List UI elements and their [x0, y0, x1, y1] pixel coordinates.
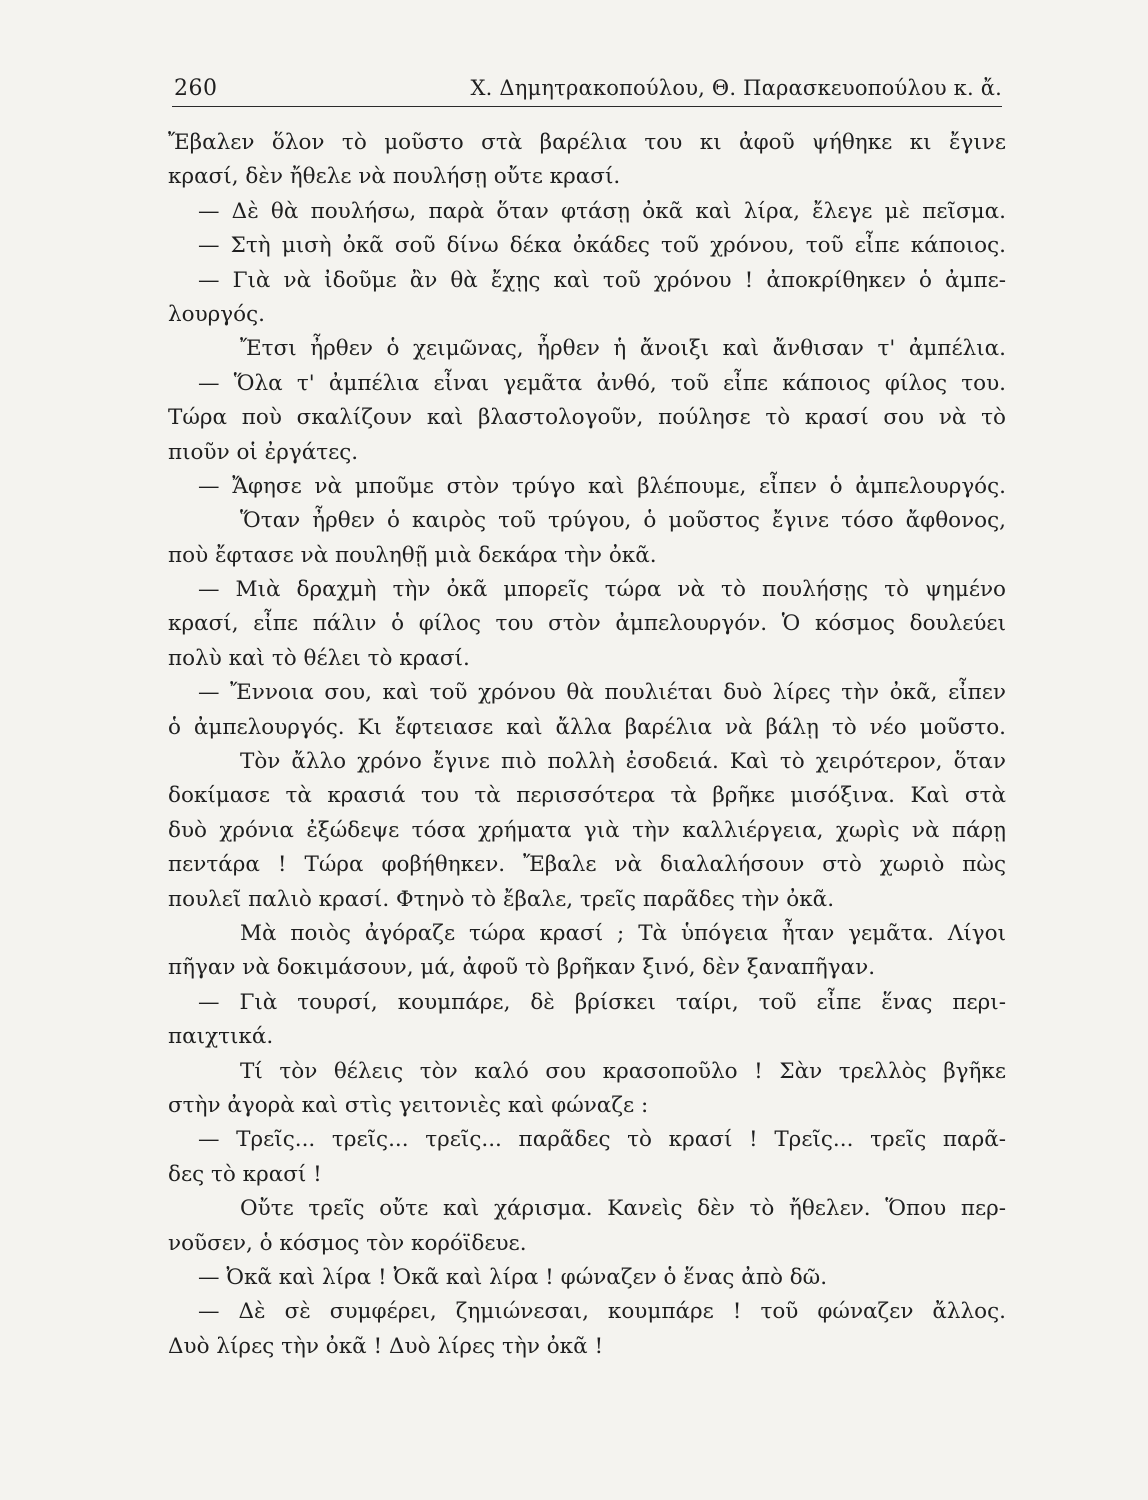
- paragraph-line: Τί τὸν θέλεις τὸν καλό σου κρασοποῦλο ! Σὰν τρελλὸς βγῆκε: [240, 1058, 1006, 1084]
- running-head: Χ. Δημητρακοπούλου, Θ. Παρασκευοπούλου κ. ἄ.: [470, 76, 1002, 100]
- page-number: 260: [174, 76, 218, 101]
- text-line: πιοῦν οἱ ἐργάτες.: [168, 439, 359, 465]
- dialogue-line: — Ἔννοια σου, καὶ τοῦ χρόνου θὰ πουλιέται δυὸ λίρες τὴν ὀκᾶ, εἶπεν: [198, 680, 1006, 706]
- text-line: δοκίμασε τὰ κρασιά του τὰ περισσότερα τὰ βρῆκε μισόξινα. Καὶ στὰ: [168, 783, 1006, 809]
- dialogue-line: — Ἄφησε νὰ μποῦμε στὸν τρύγο καὶ βλέπουμε, εἶπεν ὁ ἀμπελουργός.: [198, 473, 1006, 499]
- dialogue-line: — Τρεῖς... τρεῖς... τρεῖς... παρᾶδες τὸ κρασί ! Τρεῖς... τρεῖς παρᾶ-: [198, 1127, 1006, 1153]
- text-line: κρασί, δὲν ἤθελε νὰ πουλήσῃ οὔτε κρασί.: [168, 164, 621, 190]
- text-line: Τώρα ποὺ σκαλίζουν καὶ βλαστολογοῦν, πούλησε τὸ κρασί σου νὰ τὸ: [168, 405, 1006, 431]
- text-line: νοῦσεν, ὁ κόσμος τὸν κορόϊδευε.: [168, 1230, 527, 1256]
- text-line: παιχτικά.: [168, 1024, 274, 1050]
- dialogue-line: — Ὀκᾶ καὶ λίρα ! Ὀκᾶ καὶ λίρα ! φώναζεν ὁ ἕνας ἀπὸ δῶ.: [198, 1264, 828, 1290]
- dialogue-line: — Δὲ σὲ συμφέρει, ζημιώνεσαι, κουμπάρε ! τοῦ φώναζεν ἄλλος.: [198, 1299, 1006, 1325]
- text-line: δυὸ χρόνια ἐξώδεψε τόσα χρήματα γιὰ τὴν καλλιέργεια, χωρὶς νὰ πάρῃ: [168, 817, 1006, 843]
- body-text: [168, 126, 1006, 1364]
- text-line: πῆγαν νὰ δοκιμάσουν, μά, ἀφοῦ τὸ βρῆκαν ξινό, δὲν ξαναπῆγαν.: [168, 955, 876, 981]
- page-header: [172, 72, 1002, 107]
- text-line: πεντάρα ! Τώρα φοβήθηκεν. Ἔβαλε νὰ διαλαλήσουν στὸ χωριὸ πὼς: [168, 852, 1006, 878]
- paragraph-line: Ὅταν ἦρθεν ὁ καιρὸς τοῦ τρύγου, ὁ μοῦστος ἔγινε τόσο ἄφθονος,: [240, 508, 1006, 534]
- dialogue-line: — Γιὰ νὰ ἰδοῦμε ἂν θὰ ἔχῃς καὶ τοῦ χρόνου ! ἀποκρίθηκεν ὁ ἀμπε-: [198, 267, 1006, 293]
- paragraph-line: Μὰ ποιὸς ἀγόραζε τώρα κρασί ; Τὰ ὑπόγεια ἦταν γεμᾶτα. Λίγοι: [240, 920, 1006, 946]
- text-line: Δυὸ λίρες τὴν ὀκᾶ ! Δυὸ λίρες τὴν ὀκᾶ !: [168, 1333, 604, 1359]
- dialogue-line: — Δὲ θὰ πουλήσω, παρὰ ὅταν φτάσῃ ὀκᾶ καὶ λίρα, ἔλεγε μὲ πεῖσμα.: [198, 198, 1006, 224]
- text-line: ὁ ἀμπελουργός. Κι ἔφτειασε καὶ ἄλλα βαρέλια νὰ βάλῃ τὸ νέο μοῦστο.: [168, 714, 1006, 740]
- text-line: κρασί, εἶπε πάλιν ὁ φίλος του στὸν ἀμπελουργόν. Ὁ κόσμος δουλεύει: [168, 611, 1006, 637]
- dialogue-line: — Μιὰ δραχμὴ τὴν ὀκᾶ μπορεῖς τώρα νὰ τὸ πουλήσῃς τὸ ψημένο: [198, 577, 1006, 603]
- text-line: πουλεῖ παλιὸ κρασί. Φτηνὸ τὸ ἔβαλε, τρεῖς παρᾶδες τὴν ὀκᾶ.: [168, 886, 835, 912]
- dialogue-line: — Στὴ μισὴ ὀκᾶ σοῦ δίνω δέκα ὀκάδες τοῦ χρόνου, τοῦ εἶπε κάποιος.: [198, 233, 1006, 259]
- text-line: Ἔβαλεν ὅλον τὸ μοῦστο στὰ βαρέλια του κι ἀφοῦ ψήθηκε κι ἔγινε: [168, 130, 1006, 155]
- paragraph-line: Ἔτσι ἦρθεν ὁ χειμῶνας, ἦρθεν ἡ ἄνοιξι καὶ ἄνθισαν τ' ἀμπέλια.: [240, 336, 1006, 362]
- text-line: πολὺ καὶ τὸ θέλει τὸ κρασί.: [168, 645, 470, 671]
- text-line: ποὺ ἔφτασε νὰ πουληθῇ μιὰ δεκάρα τὴν ὀκᾶ.: [168, 542, 657, 568]
- paragraph-line: Οὔτε τρεῖς οὔτε καὶ χάρισμα. Κανεὶς δὲν τὸ ἤθελεν. Ὅπου περ-: [240, 1196, 1006, 1222]
- dialogue-line: — Ὅλα τ' ἀμπέλια εἶναι γεμᾶτα ἀνθό, τοῦ εἶπε κάποιος φίλος του.: [198, 370, 1006, 396]
- text-line: στὴν ἀγορὰ καὶ στὶς γειτονιὲς καὶ φώναζε :: [168, 1092, 649, 1118]
- text-line: λουργός.: [168, 301, 265, 327]
- paragraph-line: Τὸν ἄλλο χρόνο ἔγινε πιὸ πολλὴ ἐσοδειά. Καὶ τὸ χειρότερον, ὅταν: [240, 749, 1006, 775]
- dialogue-line: — Γιὰ τουρσί, κουμπάρε, δὲ βρίσκει ταίρι, τοῦ εἶπε ἕνας περι-: [198, 989, 1006, 1015]
- text-line: δες τὸ κρασί !: [168, 1161, 322, 1187]
